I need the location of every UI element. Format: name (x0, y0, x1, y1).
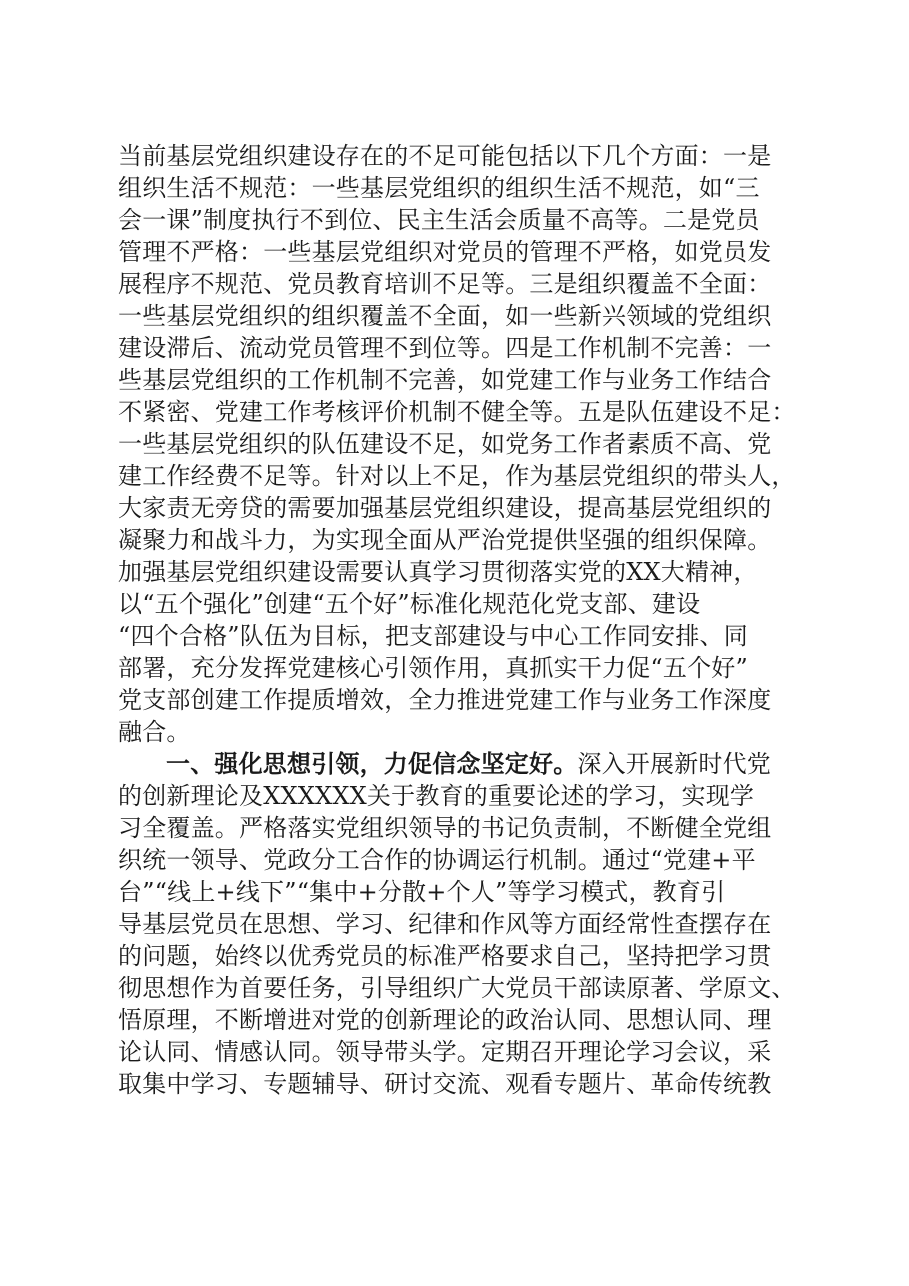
intro-line: 凝聚力和战斗力，为实现全面从严治党提供坚强的组织保障。 (118, 526, 772, 554)
section-1-first-line (118, 748, 810, 780)
intro-line: 建设滞后、流动党员管理不到位等。四是工作机制不完善：一 (118, 334, 772, 362)
section-1-line: 的创新理论及XXXXXX关于教育的重要论述的学习，实现学 (118, 782, 755, 810)
intro-line: 展程序不规范、党员教育培训不足等。三是组织覆盖不全面： (118, 270, 772, 298)
intro-line: 党支部创建工作提质增效，全力推进党建工作与业务工作深度 (118, 686, 772, 714)
section-1-first-line-text: 深入开展新时代党 (577, 750, 772, 778)
section-1-line: 台”“线上+线下”“集中+分散+个人”等学习模式，教育引 (118, 878, 726, 906)
intro-line: 一些基层党组织的组织覆盖不全面，如一些新兴领域的党组织 (118, 302, 772, 330)
intro-line: 部署，充分发挥党建核心引领作用，真抓实干力促“五个好” (118, 654, 748, 682)
intro-line: 些基层党组织的工作机制不完善，如党建工作与业务工作结合 (118, 366, 772, 394)
intro-line: 加强基层党组织建设需要认真学习贯彻落实党的XX大精神， (118, 558, 758, 586)
section-1-paragraph (118, 780, 810, 1100)
intro-line: 一些基层党组织的队伍建设不足，如党务工作者素质不高、党 (118, 430, 772, 458)
intro-line: 以“五个强化”创建“五个好”标准化规范化党支部、建设 (118, 590, 701, 618)
section-1-line: 习全覆盖。严格落实党组织领导的书记负责制，不断健全党组 (118, 814, 772, 842)
section-1-line: 织统一领导、党政分工合作的协调运行机制。通过“党建+平 (118, 846, 756, 874)
intro-line: 组织生活不规范：一些基层党组织的组织生活不规范，如“三 (118, 174, 760, 202)
section-1-line: 导基层党员在思想、学习、纪律和作风等方面经常性查摆存在 (118, 910, 772, 938)
intro-line: 融合。 (118, 718, 191, 746)
intro-line: 管理不严格：一些基层党组织对党员的管理不严格，如党员发 (118, 238, 772, 266)
section-1-line: 取集中学习、专题辅导、研讨交流、观看专题片、革命传统教 (118, 1070, 772, 1098)
intro-line: 不紧密、党建工作考核评价机制不健全等。五是队伍建设不足： (118, 398, 796, 426)
section-1-heading: 一、强化思想引领，力促信念坚定好。 (166, 749, 578, 778)
intro-line: 大家责无旁贷的需要加强基层党组织建设，提高基层党组织的 (118, 494, 772, 522)
intro-line: “四个合格”队伍为目标，把支部建设与中心工作同安排、同 (118, 622, 748, 650)
intro-line: 当前基层党组织建设存在的不足可能包括以下几个方面：一是 (118, 142, 772, 170)
intro-paragraph (118, 140, 810, 748)
intro-line: 会一课”制度执行不到位、民主生活会质量不高等。二是党员 (118, 206, 760, 234)
document-body (118, 140, 810, 1100)
section-1-line: 彻思想作为首要任务，引导组织广大党员干部读原著、学原文、 (118, 974, 796, 1002)
intro-line: 建工作经费不足等。针对以上不足，作为基层党组织的带头人， (118, 462, 796, 490)
section-1-line: 悟原理，不断增进对党的创新理论的政治认同、思想认同、理 (118, 1006, 772, 1034)
section-1-line: 的问题，始终以优秀党员的标准严格要求自己，坚持把学习贯 (118, 942, 772, 970)
section-1-line: 论认同、情感认同。领导带头学。定期召开理论学习会议，采 (118, 1038, 772, 1066)
